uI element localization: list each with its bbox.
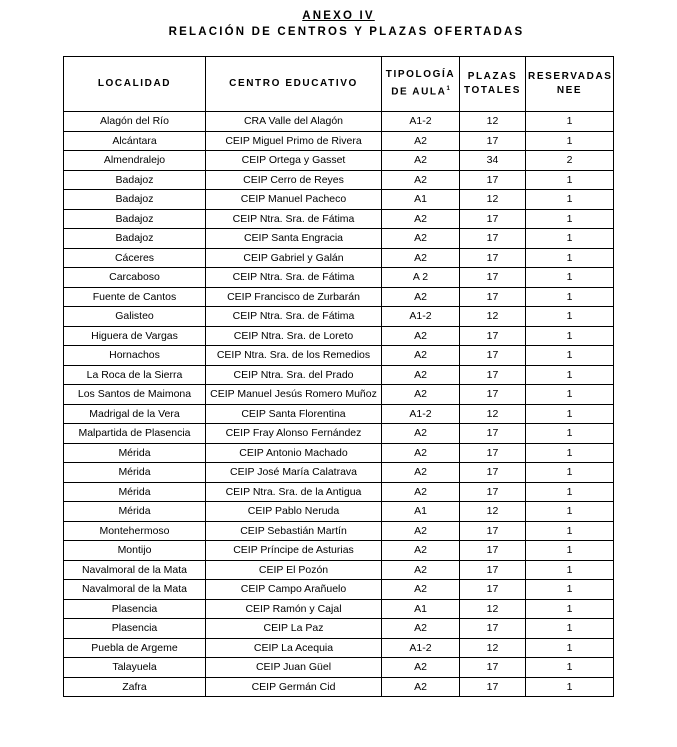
cell-centro: CEIP Miguel Primo de Rivera xyxy=(206,131,382,151)
cell-reservadas: 1 xyxy=(526,170,614,190)
cell-tipologia: A2 xyxy=(382,482,460,502)
table-row xyxy=(64,209,614,229)
table-row xyxy=(64,599,614,619)
cell-localidad: Badajoz xyxy=(64,170,206,190)
cell-centro: CEIP Príncipe de Asturias xyxy=(206,541,382,561)
cell-reservadas: 1 xyxy=(526,619,614,639)
cell-reservadas: 1 xyxy=(526,190,614,210)
table-row xyxy=(64,443,614,463)
cell-plazas: 17 xyxy=(460,560,526,580)
table-row xyxy=(64,638,614,658)
cell-reservadas: 1 xyxy=(526,307,614,327)
cell-reservadas: 1 xyxy=(526,580,614,600)
header-plazas-line2: TOTALES xyxy=(464,85,521,96)
cell-localidad: Alcántara xyxy=(64,131,206,151)
table-row xyxy=(64,307,614,327)
table-row xyxy=(64,424,614,444)
table-row xyxy=(64,677,614,697)
cell-reservadas: 1 xyxy=(526,287,614,307)
cell-plazas: 17 xyxy=(460,677,526,697)
cell-tipologia: A2 xyxy=(382,209,460,229)
cell-plazas: 17 xyxy=(460,365,526,385)
cell-centro: CEIP Fray Alonso Fernández xyxy=(206,424,382,444)
cell-plazas: 34 xyxy=(460,151,526,171)
table-row xyxy=(64,287,614,307)
table-row xyxy=(64,326,614,346)
cell-localidad: Galisteo xyxy=(64,307,206,327)
cell-localidad: Navalmoral de la Mata xyxy=(64,560,206,580)
cell-plazas: 12 xyxy=(460,190,526,210)
cell-plazas: 17 xyxy=(460,268,526,288)
table-row xyxy=(64,268,614,288)
cell-reservadas: 1 xyxy=(526,482,614,502)
cell-centro: CEIP Ramón y Cajal xyxy=(206,599,382,619)
cell-tipologia: A1-2 xyxy=(382,638,460,658)
cell-localidad: Mérida xyxy=(64,482,206,502)
header-tipologia-line1: TIPOLOGÍA xyxy=(385,69,456,81)
table-row xyxy=(64,521,614,541)
cell-plazas: 17 xyxy=(460,385,526,405)
cell-reservadas: 1 xyxy=(526,404,614,424)
header-reservadas xyxy=(526,57,614,112)
cell-localidad: Badajoz xyxy=(64,209,206,229)
cell-tipologia: A2 xyxy=(382,151,460,171)
table-row xyxy=(64,541,614,561)
cell-tipologia: A2 xyxy=(382,229,460,249)
cell-plazas: 17 xyxy=(460,424,526,444)
cell-plazas: 17 xyxy=(460,287,526,307)
cell-tipologia: A2 xyxy=(382,541,460,561)
table-row xyxy=(64,190,614,210)
cell-reservadas: 1 xyxy=(526,131,614,151)
header-plazas-line1: PLAZAS xyxy=(467,71,518,82)
cell-reservadas: 1 xyxy=(526,599,614,619)
header-tipologia-line2-wrap xyxy=(384,82,457,99)
cell-centro: CEIP Ortega y Gasset xyxy=(206,151,382,171)
cell-reservadas: 1 xyxy=(526,229,614,249)
cell-localidad: Hornachos xyxy=(64,346,206,366)
table-row xyxy=(64,131,614,151)
table-row xyxy=(64,385,614,405)
cell-plazas: 17 xyxy=(460,346,526,366)
cell-localidad: Malpartida de Plasencia xyxy=(64,424,206,444)
cell-plazas: 17 xyxy=(460,619,526,639)
cell-localidad: Mérida xyxy=(64,463,206,483)
cell-reservadas: 1 xyxy=(526,248,614,268)
cell-localidad: Carcaboso xyxy=(64,268,206,288)
cell-tipologia: A2 xyxy=(382,580,460,600)
table-row xyxy=(64,229,614,249)
cell-reservadas: 1 xyxy=(526,209,614,229)
cell-plazas: 17 xyxy=(460,209,526,229)
cell-tipologia: A1 xyxy=(382,502,460,522)
annex-title: ANEXO IV xyxy=(302,10,375,22)
cell-centro: CEIP Santa Engracia xyxy=(206,229,382,249)
cell-centro: CEIP Ntra. Sra. de Fátima xyxy=(206,307,382,327)
cell-centro: CEIP Campo Arañuelo xyxy=(206,580,382,600)
header-row xyxy=(64,57,614,112)
cell-plazas: 12 xyxy=(460,404,526,424)
cell-reservadas: 1 xyxy=(526,346,614,366)
header-centro: CENTRO EDUCATIVO xyxy=(206,57,382,112)
cell-centro: CEIP Ntra. Sra. de Fátima xyxy=(206,209,382,229)
table-row xyxy=(64,502,614,522)
cell-tipologia: A2 xyxy=(382,131,460,151)
centers-table xyxy=(63,56,614,697)
cell-plazas: 17 xyxy=(460,658,526,678)
header-tipologia xyxy=(382,57,460,112)
table-header xyxy=(64,57,614,112)
table-row xyxy=(64,580,614,600)
cell-tipologia: A1 xyxy=(382,599,460,619)
cell-tipologia: A2 xyxy=(382,443,460,463)
cell-tipologia: A1-2 xyxy=(382,112,460,132)
cell-plazas: 17 xyxy=(460,248,526,268)
cell-centro: CEIP Manuel Pacheco xyxy=(206,190,382,210)
cell-tipologia: A2 xyxy=(382,521,460,541)
cell-reservadas: 1 xyxy=(526,521,614,541)
cell-plazas: 17 xyxy=(460,443,526,463)
cell-tipologia: A2 xyxy=(382,463,460,483)
cell-plazas: 17 xyxy=(460,541,526,561)
cell-localidad: Badajoz xyxy=(64,190,206,210)
cell-localidad: Mérida xyxy=(64,502,206,522)
cell-tipologia: A2 xyxy=(382,365,460,385)
cell-reservadas: 1 xyxy=(526,385,614,405)
cell-tipologia: A2 xyxy=(382,677,460,697)
cell-reservadas: 1 xyxy=(526,112,614,132)
cell-localidad: Alagón del Río xyxy=(64,112,206,132)
cell-reservadas: 1 xyxy=(526,502,614,522)
cell-centro: CRA Valle del Alagón xyxy=(206,112,382,132)
cell-tipologia: A2 xyxy=(382,560,460,580)
cell-centro: CEIP Germán Cid xyxy=(206,677,382,697)
cell-centro: CEIP Ntra. Sra. de la Antigua xyxy=(206,482,382,502)
cell-localidad: Mérida xyxy=(64,443,206,463)
cell-localidad: Plasencia xyxy=(64,599,206,619)
header-reservadas-line2: NEE xyxy=(556,85,583,96)
cell-reservadas: 1 xyxy=(526,560,614,580)
cell-plazas: 17 xyxy=(460,229,526,249)
table-row xyxy=(64,404,614,424)
table-row xyxy=(64,482,614,502)
cell-centro: CEIP La Paz xyxy=(206,619,382,639)
header-reservadas-line1: RESERVADAS xyxy=(528,71,613,82)
cell-plazas: 17 xyxy=(460,326,526,346)
table-row xyxy=(64,151,614,171)
cell-localidad: Talayuela xyxy=(64,658,206,678)
cell-plazas: 12 xyxy=(460,307,526,327)
cell-plazas: 17 xyxy=(460,463,526,483)
table-row xyxy=(64,560,614,580)
cell-centro: CEIP Manuel Jesús Romero Muñoz xyxy=(206,385,382,405)
cell-localidad: Montijo xyxy=(64,541,206,561)
cell-plazas: 17 xyxy=(460,580,526,600)
cell-plazas: 12 xyxy=(460,599,526,619)
header-tipologia-line2: DE AULA xyxy=(391,86,447,98)
table-row xyxy=(64,658,614,678)
cell-localidad: Cáceres xyxy=(64,248,206,268)
cell-localidad: Fuente de Cantos xyxy=(64,287,206,307)
table-row xyxy=(64,170,614,190)
table-body xyxy=(64,112,614,697)
cell-centro: CEIP Ntra. Sra. de los Remedios xyxy=(206,346,382,366)
header-plazas xyxy=(460,57,526,112)
cell-reservadas: 1 xyxy=(526,638,614,658)
cell-centro: CEIP Ntra. Sra. de Fátima xyxy=(206,268,382,288)
cell-centro: CEIP José María Calatrava xyxy=(206,463,382,483)
cell-tipologia: A 2 xyxy=(382,268,460,288)
cell-centro: CEIP Gabriel y Galán xyxy=(206,248,382,268)
cell-plazas: 17 xyxy=(460,131,526,151)
cell-centro: CEIP Juan Güel xyxy=(206,658,382,678)
cell-centro: CEIP Ntra. Sra. del Prado xyxy=(206,365,382,385)
cell-localidad: Zafra xyxy=(64,677,206,697)
cell-tipologia: A1 xyxy=(382,190,460,210)
annex-title-block xyxy=(0,9,677,40)
cell-reservadas: 2 xyxy=(526,151,614,171)
cell-tipologia: A2 xyxy=(382,170,460,190)
cell-plazas: 17 xyxy=(460,521,526,541)
cell-tipologia: A2 xyxy=(382,658,460,678)
cell-centro: CEIP El Pozón xyxy=(206,560,382,580)
cell-tipologia: A2 xyxy=(382,326,460,346)
cell-reservadas: 1 xyxy=(526,424,614,444)
cell-localidad: Higuera de Vargas xyxy=(64,326,206,346)
cell-reservadas: 1 xyxy=(526,463,614,483)
cell-centro: CEIP Francisco de Zurbarán xyxy=(206,287,382,307)
cell-localidad: Almendralejo xyxy=(64,151,206,171)
cell-centro: CEIP Santa Florentina xyxy=(206,404,382,424)
cell-reservadas: 1 xyxy=(526,326,614,346)
table-row xyxy=(64,248,614,268)
cell-plazas: 12 xyxy=(460,112,526,132)
cell-tipologia: A2 xyxy=(382,248,460,268)
cell-centro: CEIP Cerro de Reyes xyxy=(206,170,382,190)
cell-centro: CEIP Antonio Machado xyxy=(206,443,382,463)
cell-tipologia: A1-2 xyxy=(382,307,460,327)
table-row xyxy=(64,463,614,483)
cell-plazas: 12 xyxy=(460,638,526,658)
cell-reservadas: 1 xyxy=(526,268,614,288)
cell-tipologia: A2 xyxy=(382,619,460,639)
cell-localidad: La Roca de la Sierra xyxy=(64,365,206,385)
table-row xyxy=(64,619,614,639)
cell-localidad: Plasencia xyxy=(64,619,206,639)
cell-localidad: Puebla de Argeme xyxy=(64,638,206,658)
cell-tipologia: A1-2 xyxy=(382,404,460,424)
cell-localidad: Navalmoral de la Mata xyxy=(64,580,206,600)
cell-localidad: Los Santos de Maimona xyxy=(64,385,206,405)
cell-plazas: 17 xyxy=(460,170,526,190)
cell-centro: CEIP Ntra. Sra. de Loreto xyxy=(206,326,382,346)
cell-localidad: Badajoz xyxy=(64,229,206,249)
cell-centro: CEIP Pablo Neruda xyxy=(206,502,382,522)
cell-plazas: 17 xyxy=(460,482,526,502)
cell-reservadas: 1 xyxy=(526,365,614,385)
cell-tipologia: A2 xyxy=(382,346,460,366)
cell-tipologia: A2 xyxy=(382,385,460,405)
cell-localidad: Montehermoso xyxy=(64,521,206,541)
cell-localidad: Madrigal de la Vera xyxy=(64,404,206,424)
annex-subtitle: RELACIÓN DE CENTROS Y PLAZAS OFERTADAS xyxy=(168,26,525,38)
table-row xyxy=(64,346,614,366)
table-row xyxy=(64,365,614,385)
cell-tipologia: A2 xyxy=(382,287,460,307)
cell-reservadas: 1 xyxy=(526,443,614,463)
table-row xyxy=(64,112,614,132)
header-localidad: LOCALIDAD xyxy=(64,57,206,112)
cell-reservadas: 1 xyxy=(526,677,614,697)
cell-tipologia: A2 xyxy=(382,424,460,444)
cell-reservadas: 1 xyxy=(526,658,614,678)
cell-centro: CEIP Sebastián Martín xyxy=(206,521,382,541)
cell-reservadas: 1 xyxy=(526,541,614,561)
cell-centro: CEIP La Acequia xyxy=(206,638,382,658)
header-tipologia-footnote: 1 xyxy=(446,86,450,93)
cell-plazas: 12 xyxy=(460,502,526,522)
